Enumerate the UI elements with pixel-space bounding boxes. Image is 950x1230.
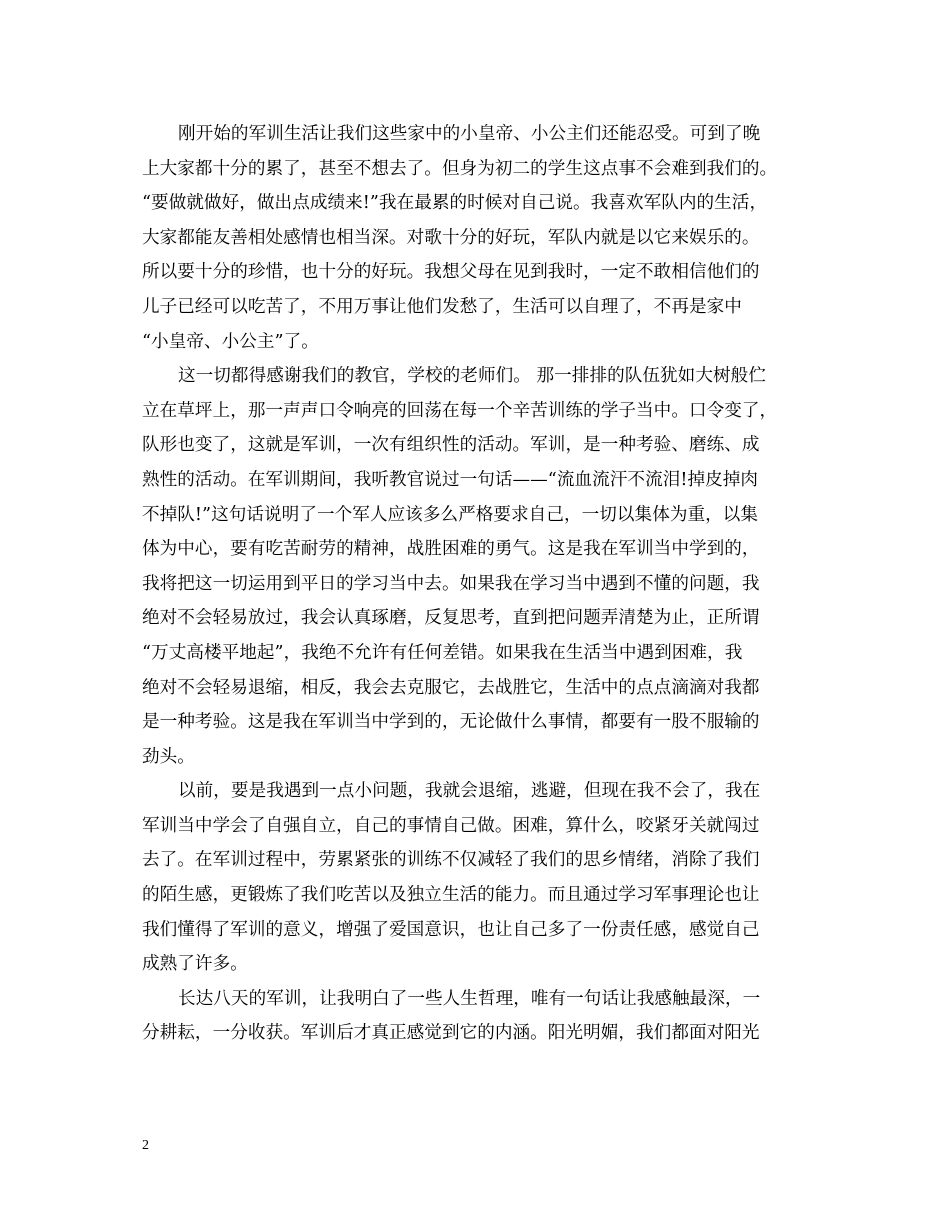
text-line: 立在草坪上，那一声声口令响亮的回荡在每一个辛苦训练的学子当中。口令变了， bbox=[142, 400, 778, 421]
page-number: 2 bbox=[142, 1138, 149, 1153]
text-line: 是一种考验。这是我在军训当中学到的，无论做什么事情，都要有一股不服输的 bbox=[142, 712, 760, 733]
text-line: “万丈高楼平地起”，我绝不允许有任何差错。如果我在生活当中遇到困难，我 bbox=[142, 642, 743, 663]
text-line: 刚开始的军训生活让我们这些家中的小皇帝、小公主们还能忍受。可到了晚 bbox=[178, 124, 761, 144]
text-line: 大家都能友善相处感情也相当深。对歌十分的好玩，军队内就是以它来娱乐的。 bbox=[142, 227, 760, 248]
text-line: 体为中心，要有吃苦耐劳的精神，战胜困难的勇气。这是我在军训当中学到的， bbox=[142, 539, 760, 560]
body-text bbox=[142, 117, 810, 1051]
text-line: 熟性的活动。在军训期间，我听教官说过一句话——“流血流汗不流泪!掉皮掉肉 bbox=[142, 469, 759, 490]
text-line: “小皇帝、小公主”了。 bbox=[142, 331, 319, 352]
text-line: 所以要十分的珍惜，也十分的好玩。我想父母在见到我时，一定不敢相信他们的 bbox=[142, 262, 760, 283]
text-line: “要做就做好，做出点成绩来!”我在最累的时候对自己说。我喜欢军队内的生活， bbox=[142, 193, 768, 214]
text-line: 分耕耘，一分收获。军训后才真正感觉到它的内涵。阳光明媚，我们都面对阳光 bbox=[142, 1023, 760, 1044]
text-line: 长达八天的军训，让我明白了一些人生哲理，唯有一句话让我感触最深，一 bbox=[178, 988, 761, 1009]
text-line: 这一切都得感谢我们的教官，学校的老师们。 那一排排的队伍犹如大树般伫 bbox=[178, 366, 766, 387]
text-line: 军训当中学会了自强自立，自己的事情自己做。困难，算什么，咬紧牙关就闯过 bbox=[142, 815, 760, 836]
text-line: 不掉队!”这句话说明了一个军人应该多么严格要求自己，一切以集体为重，以集 bbox=[142, 504, 759, 525]
text-line: 劲头。 bbox=[142, 746, 195, 767]
text-line: 队形也变了，这就是军训，一次有组织性的活动。军训，是一种考验、磨练、成 bbox=[142, 435, 760, 456]
text-line: 绝对不会轻易放过，我会认真琢磨，反复思考，直到把问题弄清楚为止，正所谓 bbox=[142, 608, 760, 629]
text-line: 我们懂得了军训的意义，增强了爱国意识，也让自己多了一份责任感，感觉自己 bbox=[142, 919, 760, 940]
text-line: 儿子已经可以吃苦了，不用万事让他们发愁了，生活可以自理了，不再是家中 bbox=[142, 296, 742, 317]
text-line: 绝对不会轻易退缩，相反，我会去克服它，去战胜它，生活中的点点滴滴对我都 bbox=[142, 677, 760, 698]
text-line: 上大家都十分的累了，甚至不想去了。但身为初二的学生这点事不会难到我们的。 bbox=[142, 158, 778, 179]
text-line: 我将把这一切运用到平日的学习当中去。如果我在学习当中遇到不懂的问题，我 bbox=[142, 573, 760, 594]
text-line: 成熟了许多。 bbox=[142, 954, 248, 975]
text-line: 以前，要是我遇到一点小问题，我就会退缩，逃避，但现在我不会了，我在 bbox=[178, 781, 761, 802]
text-line: 的陌生感，更锻炼了我们吃苦以及独立生活的能力。而且通过学习军事理论也让 bbox=[142, 885, 760, 906]
text-line: 去了。在军训过程中，劳累紧张的训练不仅减轻了我们的思乡情绪，消除了我们 bbox=[142, 850, 760, 871]
